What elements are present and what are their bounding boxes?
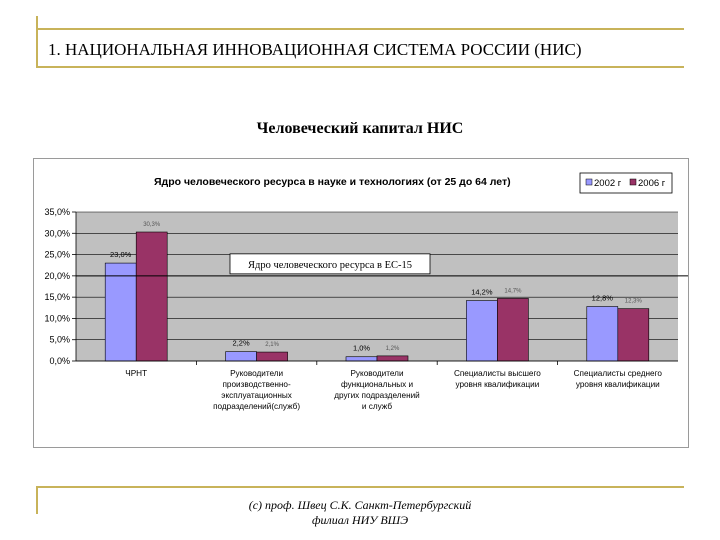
chart-title: Ядро человеческого ресурса в науке и технологиях (от 25 до 64 лет): [154, 176, 511, 188]
bar-2006: [618, 309, 649, 361]
category-label: производственно-: [222, 380, 291, 389]
category-label: других подразделений: [334, 391, 420, 400]
footer: [0, 498, 720, 528]
bottom-rule: [36, 486, 684, 488]
y-tick-label: 35,0%: [44, 207, 70, 217]
title-underline: [36, 66, 684, 68]
bar-chart: [34, 159, 688, 447]
bar-2002: [466, 301, 497, 361]
data-label: 1,0%: [352, 343, 371, 353]
data-label: 1,2%: [385, 345, 400, 352]
y-tick-label: 15,0%: [44, 292, 70, 303]
bar-2006: [497, 298, 528, 361]
data-label: 2,1%: [265, 342, 279, 349]
annotation-text: Ядро человеческого ресурса в ЕС-15: [247, 259, 413, 271]
y-tick-label: 30,0%: [44, 228, 70, 239]
legend-swatch: [630, 179, 636, 185]
category-label: Специалисты среднего: [573, 369, 662, 378]
bar-2002: [587, 307, 618, 361]
data-label: 14,2%: [471, 287, 493, 297]
category-label: и служб: [361, 402, 393, 411]
bar-2002: [346, 357, 377, 361]
category-label: ЧРНТ: [125, 369, 148, 378]
legend-label: 2002 г: [594, 178, 622, 189]
data-label: 30,3%: [143, 222, 161, 229]
y-tick-label: 0,0%: [49, 356, 70, 366]
data-label: 14,7%: [504, 288, 522, 295]
category-label: Специалисты высшего: [453, 369, 541, 378]
data-label: 23,0%: [110, 250, 132, 260]
footer-line-2: филиал НИУ ВШЭ: [311, 513, 409, 527]
category-label: функциональных и: [340, 380, 414, 389]
y-tick-label: 10,0%: [44, 313, 70, 324]
legend-label: 2006 г: [638, 178, 666, 189]
bar-2002: [105, 263, 136, 361]
bar-2006: [377, 356, 408, 361]
y-tick-label: 25,0%: [44, 249, 70, 260]
data-label: 12,3%: [624, 298, 642, 305]
top-rule-left: [36, 16, 38, 68]
top-rule: [36, 28, 684, 30]
bar-2002: [226, 352, 257, 361]
bar-2006: [136, 232, 167, 361]
category-label: Руководители: [230, 369, 284, 378]
data-label: 2,2%: [232, 338, 250, 348]
footer-line-1: (c) проф. Швец С.К. Санкт-Петербургский: [248, 498, 472, 512]
data-label: 12,8%: [591, 293, 613, 303]
bar-2006: [257, 352, 288, 361]
chart-container: [33, 158, 689, 448]
y-tick-label: 5,0%: [49, 334, 70, 345]
category-label: эксплуатационных: [221, 391, 292, 400]
category-label: уровня квалификации: [575, 380, 660, 389]
category-label: уровня квалификации: [455, 380, 540, 389]
legend-swatch: [586, 179, 592, 185]
slide-title: 1. НАЦИОНАЛЬНАЯ ИННОВАЦИОННАЯ СИСТЕМА РОССИИ (НИС): [48, 40, 582, 59]
category-label: подразделений(служб): [213, 402, 301, 411]
page-subtitle: Человеческий капитал НИС: [256, 120, 464, 137]
y-tick-label: 20,0%: [44, 270, 70, 281]
category-label: Руководители: [350, 369, 404, 378]
